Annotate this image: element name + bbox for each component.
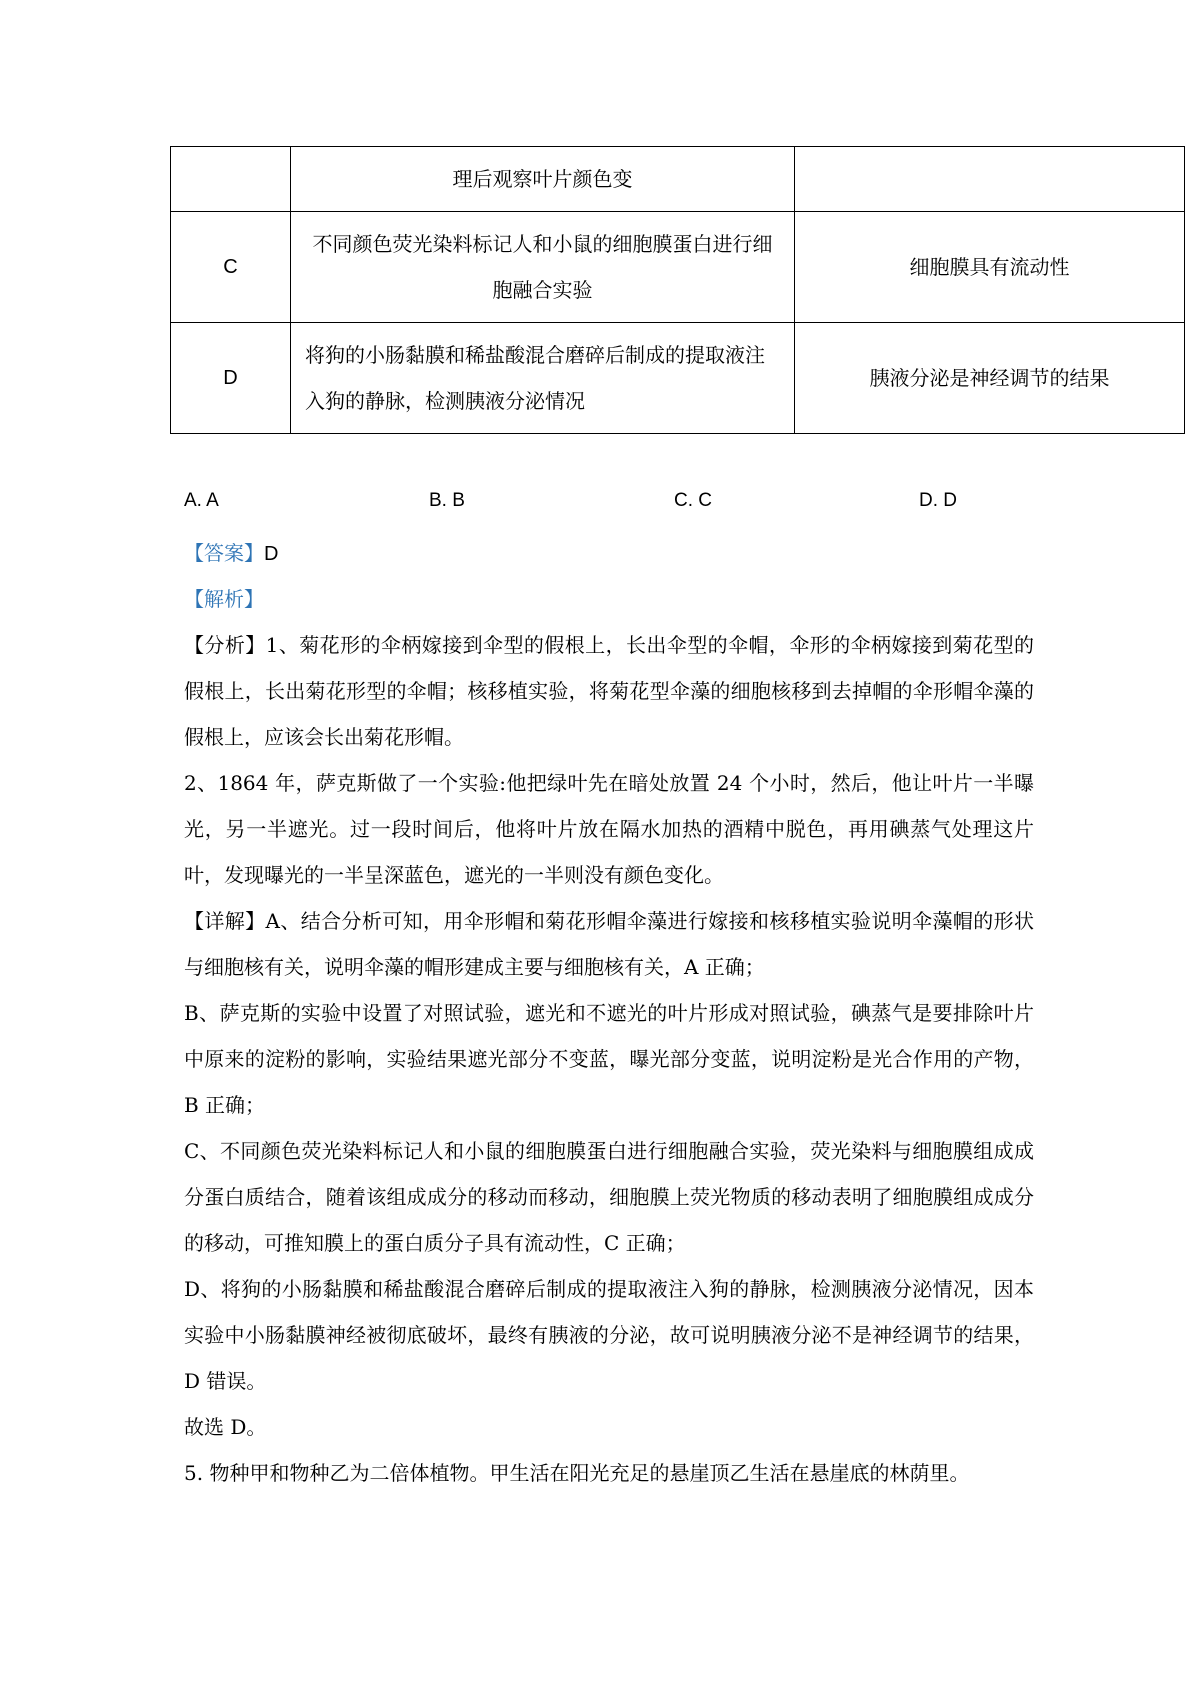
row-label (171, 147, 291, 212)
analysis-paragraph: 2、1864 年，萨克斯做了一个实验:他把绿叶先在暗处放置 24 个小时，然后，他让叶片一半曝光，另一半遮光。过一段时间后，他将叶片放在隔水加热的酒精中脱色，再用碘蒸气处理这片叶，发现曝光的一半呈深蓝色，遮光的一半则没有颜色变化。 (184, 771, 1034, 887)
row-result: 胰液分泌是神经调节的结果 (795, 323, 1185, 434)
option-b: B. B (429, 490, 465, 511)
question-5: 5. 物种甲和物种乙为二倍体植物。甲生活在阳光充足的悬崖顶乙生活在悬崖底的林荫里。 (184, 1461, 970, 1485)
row-result: 细胞膜具有流动性 (795, 212, 1185, 323)
detail-paragraph: 【详解】A、结合分析可知，用伞形帽和菊花形帽伞藻进行嫁接和核移植实验说明伞藻帽的形状与细胞核有关，说明伞藻的帽形建成主要与细胞核有关，A 正确； (184, 909, 1034, 979)
row-content: 理后观察叶片颜色变 (291, 147, 795, 212)
row-label: C (171, 212, 291, 323)
detail-paragraph: D、将狗的小肠黏膜和稀盐酸混合磨碎后制成的提取液注入狗的静脉，检测胰液分泌情况，因本实验中小肠黏膜神经被彻底破坏，最终有胰液的分泌，故可说明胰液分泌不是神经调节的结果，D 错误。 (184, 1277, 1034, 1393)
row-result (795, 147, 1185, 212)
detail-paragraph: C、不同颜色荧光染料标记人和小鼠的细胞膜蛋白进行细胞融合实验，荧光染料与细胞膜组成成分蛋白质结合，随着该组成成分的移动而移动，细胞膜上荧光物质的移动表明了细胞膜组成成分的移动，可推知膜上的蛋白质分子具有流动性，C 正确； (184, 1139, 1034, 1255)
option-c: C. C (674, 490, 712, 511)
experiment-table (170, 146, 1185, 434)
analysis-tag: 【解析】 (184, 587, 264, 611)
analysis-paragraph: 【分析】1、菊花形的伞柄嫁接到伞型的假根上，长出伞型的伞帽，伞形的伞柄嫁接到菊花型的假根上，长出菊花形型的伞帽；核移植实验，将菊花型伞藻的细胞核移到去掉帽的伞形帽伞藻的假根上，应该会长出菊花形帽。 (184, 633, 1034, 749)
conclusion-line: 故选 D。 (184, 1415, 267, 1439)
answer-value: D (264, 543, 279, 565)
detail-paragraph: B、萨克斯的实验中设置了对照试验，遮光和不遮光的叶片形成对照试验，碘蒸气是要排除叶片中原来的淀粉的影响，实验结果遮光部分不变蓝，曝光部分变蓝，说明淀粉是光合作用的产物，B 正确； (184, 1001, 1034, 1117)
option-a: A. A (184, 490, 219, 511)
row-content: 不同颜色荧光染料标记人和小鼠的细胞膜蛋白进行细胞融合实验 (291, 212, 795, 323)
table-row (171, 323, 1185, 434)
table-row (171, 147, 1185, 212)
row-content: 将狗的小肠黏膜和稀盐酸混合磨碎后制成的提取液注入狗的静脉，检测胰液分泌情况 (291, 323, 795, 434)
table-row (171, 212, 1185, 323)
row-label: D (171, 323, 291, 434)
option-d: D. D (919, 490, 957, 511)
answer-tag: 【答案】 (184, 541, 264, 565)
answer-line (184, 530, 1034, 577)
